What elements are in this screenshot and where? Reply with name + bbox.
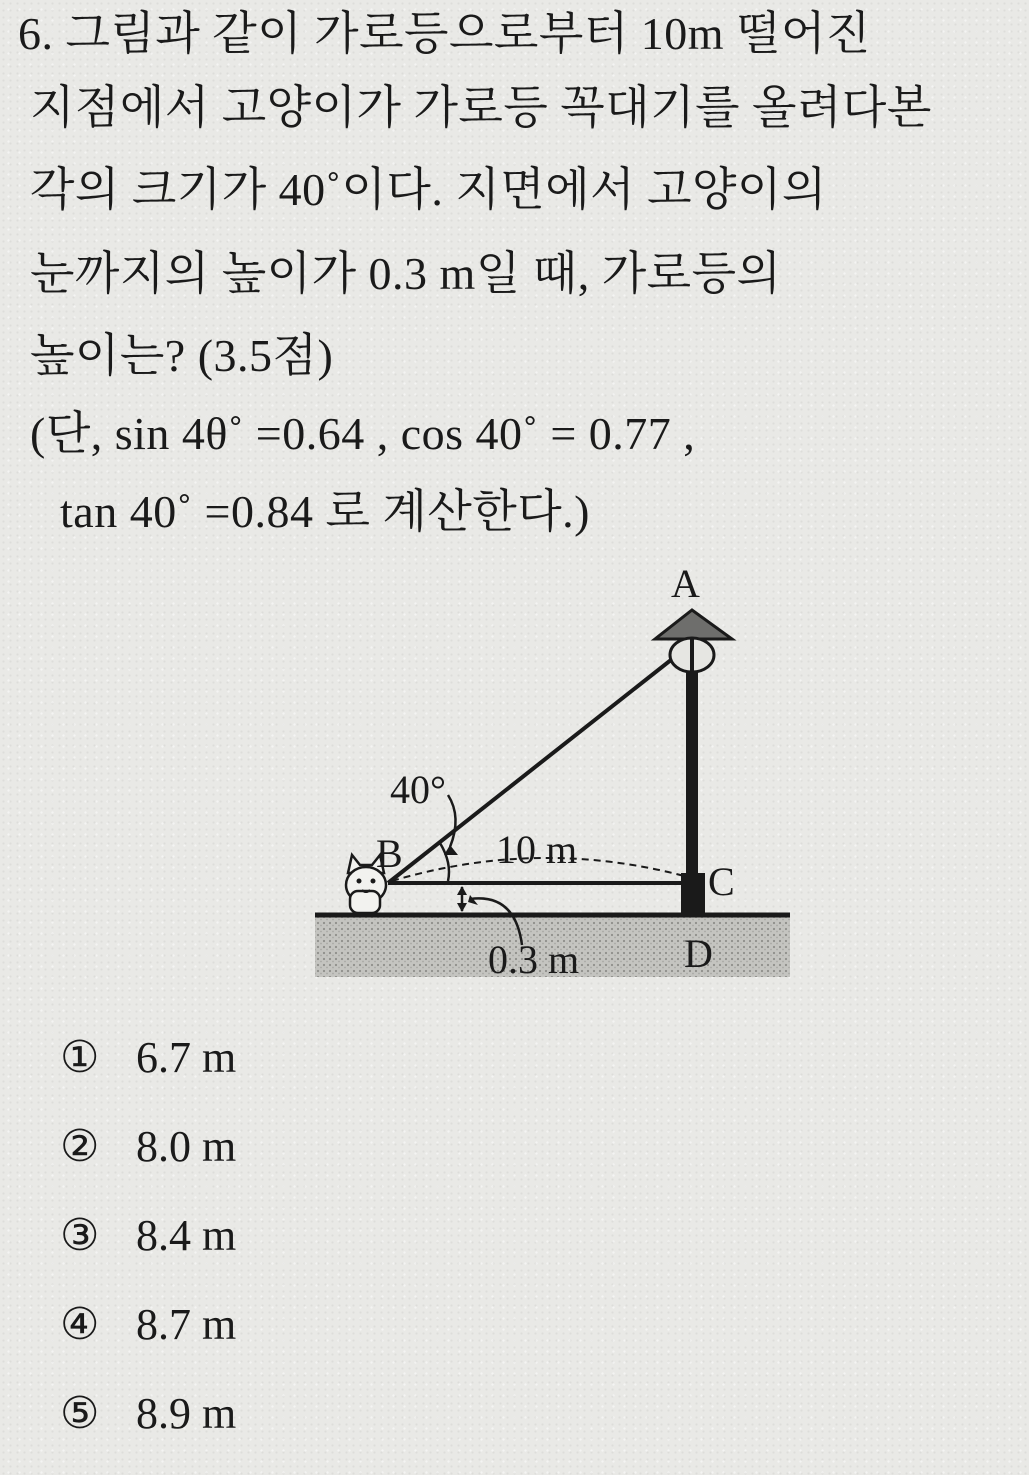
problem-line-3: 각의 크기가 40˚이다. 지면에서 고양이의 — [30, 164, 827, 215]
answer-choices — [60, 1030, 236, 1475]
problem-line-4: 눈까지의 높이가 0.3 m일 때, 가로등의 — [30, 248, 782, 299]
angle-pointer-arrow — [444, 845, 458, 855]
point-c-label: C — [708, 859, 735, 904]
choice-text: 8.9 m — [136, 1389, 237, 1438]
problem-line-5: 높이는? (3.5점) — [30, 330, 334, 381]
choice-number: ① — [60, 1033, 100, 1082]
choice-number: ③ — [60, 1211, 100, 1260]
point-a-label: A — [671, 561, 700, 606]
choice-3[interactable] — [60, 1208, 236, 1297]
angle-pointer — [448, 795, 456, 847]
angle-label: 40° — [390, 767, 446, 812]
choice-text: 6.7 m — [136, 1033, 237, 1082]
choice-text: 8.7 m — [136, 1300, 237, 1349]
choice-text: 8.0 m — [136, 1122, 237, 1171]
choice-number: ⑤ — [60, 1389, 100, 1438]
choice-5[interactable] — [60, 1386, 236, 1475]
problem-line-2: 지점에서 고양이가 가로등 꼭대기를 올려다본 — [30, 82, 932, 133]
problem-line-1: 6. 그림과 같이 가로등으로부터 10m 떨어진 — [18, 8, 871, 59]
streetlamp-figure — [310, 555, 810, 995]
point-d-label: D — [684, 931, 713, 976]
height-label: 0.3 m — [488, 937, 580, 982]
choice-2[interactable] — [60, 1119, 236, 1208]
point-b-label: B — [376, 831, 403, 876]
choice-4[interactable] — [60, 1297, 236, 1386]
distance-label: 10 m — [496, 827, 578, 872]
choice-1[interactable] — [60, 1030, 236, 1119]
angle-arc — [440, 843, 449, 881]
choice-number: ④ — [60, 1300, 100, 1349]
choice-number: ② — [60, 1122, 100, 1171]
choice-text: 8.4 m — [136, 1211, 237, 1260]
condition-line-2: tan 40˚ =0.84 로 계산한다.) — [60, 486, 590, 537]
condition-line-1: (단, sin 4θ˚ =0.64 , cos 40˚ = 0.77 , — [30, 408, 696, 459]
